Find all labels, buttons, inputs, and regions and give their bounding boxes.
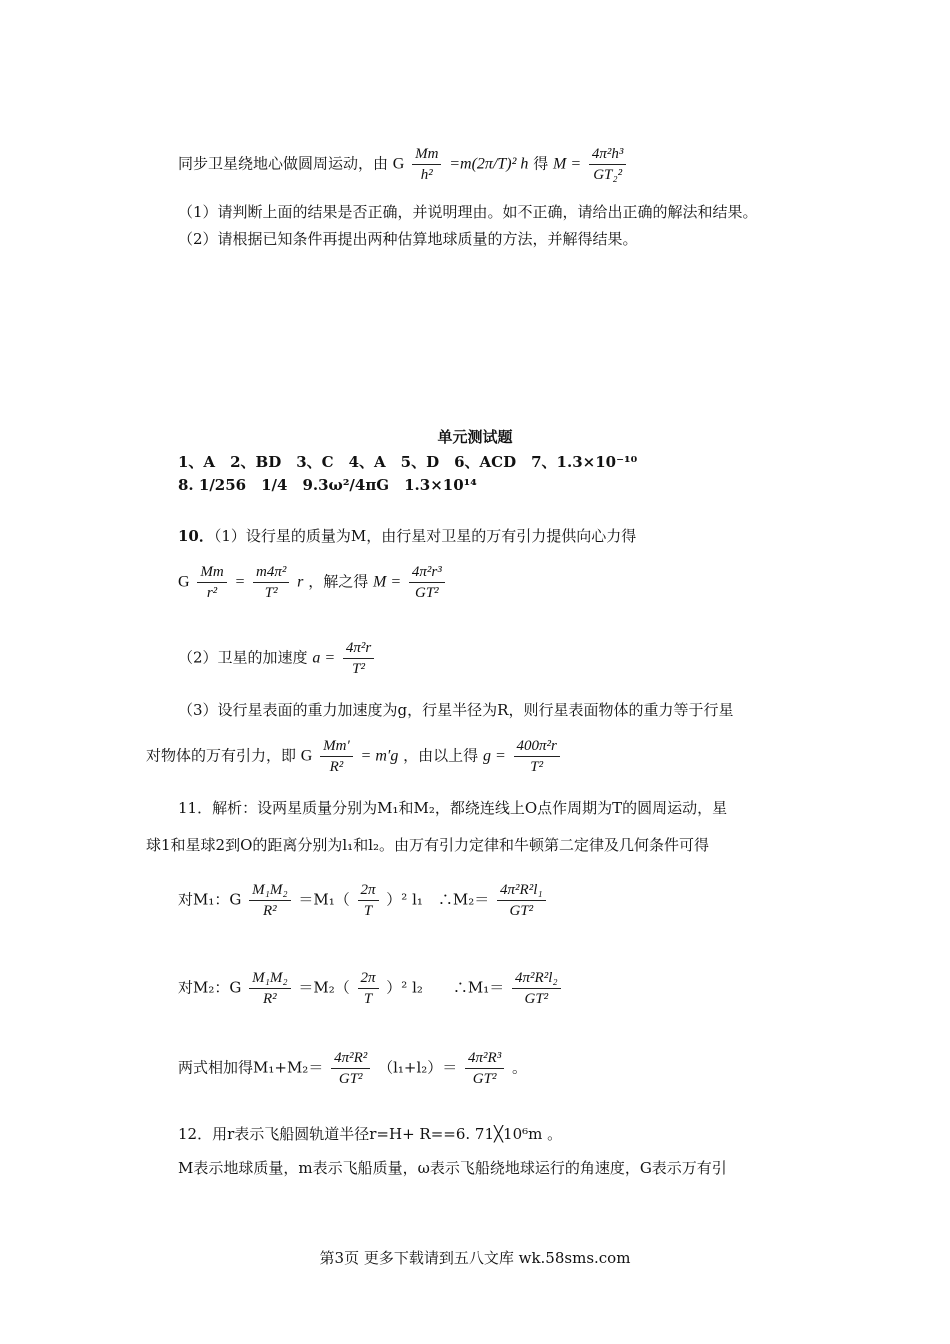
p10-lead: 10． xyxy=(178,527,214,545)
intro-line: 同步卫星绕地心做圆周运动，由 G $\frac{Mm}{\text{h²}}$ =m(2π/T)² h 得 M = $\frac{\text{4π²h³}}{\text{GT₂²}}$ xyxy=(178,144,629,185)
question-2: （2）请根据已知条件再提出两种估算地球质量的方法，并解得结果。 xyxy=(178,230,638,248)
p10-part2: （2）卫星的加速度 xyxy=(178,648,308,667)
page-footer: 第3页 更多下载请到五八文库 wk.58sms.com xyxy=(319,1249,631,1267)
intro-result-fraction: $\frac{\text{4π²h³}}{\text{GT₂²}}$ xyxy=(589,144,627,185)
p10-part3b-line: 对物体的万有引力，即 G $\frac{Mm'}{\text{R²}}$ = m′g ，由以上得 g = $\frac{\text{400π²r}}{\text{T²}}$ xyxy=(146,736,563,777)
p11-dui1: 对M₁：G xyxy=(178,890,242,909)
intro-rhs: =m(2π/T)² h xyxy=(449,155,529,173)
p10-equation-line: G $\frac{Mm}{\text{r²}}$ = $\frac{\text{m4π²}}{\text{T²}}$ r ，解之得 M = $\frac{\text{4π²r³}}{\text{GT²}}$ xyxy=(178,562,448,603)
p11-dui2: 对M₂：G xyxy=(178,978,242,997)
p10-part1: （1）设行星的质量为M，由行星对卫星的万有引力提供向心力得 xyxy=(213,527,637,545)
p11-line2: 球1和星球2到O的距离分别为l₁和l₂。由万有引力定律和牛顿第二定律及几何条件可得 xyxy=(146,836,710,854)
answers-row-1: 1、A 2、BD 3、C 4、A 5、D 6、ACD 7、1.3×10⁻¹⁰ xyxy=(178,453,638,471)
p10-part3c: ，由以上得 xyxy=(403,746,479,765)
p11-sum-mid: （l₁+l₂）＝ xyxy=(378,1058,458,1077)
p12-line2: M表示地球质量，m表示飞船质量，ω表示飞船绕地球运行的角速度，G表示万有引 xyxy=(178,1159,727,1177)
p11-line1: 11．解析：设两星质量分别为M₁和M₂，都绕连线上O点作周期为T的圆周运动，星 xyxy=(178,799,728,817)
intro-text: 同步卫星绕地心做圆周运动，由 xyxy=(178,154,389,173)
p11-dui1-line: 对M₁：G $\frac{\text{M₁M₂}}{\text{R²}}$ ＝M₁（ $\frac{2\pi}{T}$ ）² l₁ ∴M₂＝ $\frac{\text{4π²R²l₁}}{\text{GT²}}$ xyxy=(178,880,549,921)
p11-sum-line: 两式相加得M₁+M₂＝ $\frac{\text{4π²R²}}{\text{GT²}}$ （l₁+l₂）＝ $\frac{\text{4π²R³}}{\text{GT²}}$ 。 xyxy=(178,1050,528,1087)
question-1: （1）请判断上面的结果是否正确，并说明理由。如不正确，请给出正确的解法和结果。 xyxy=(178,203,758,221)
p10-part2-line: （2）卫星的加速度 a = $\frac{\text{4π²r}}{\text{T²}}$ xyxy=(178,638,377,679)
p11-sum-end: 。 xyxy=(512,1058,528,1077)
p10-part1-line xyxy=(178,526,636,546)
intro-de: 得 xyxy=(533,154,549,173)
p10-solve: ，解之得 xyxy=(308,572,369,591)
p11-sum: 两式相加得M₁+M₂＝ xyxy=(178,1058,324,1077)
p12-line1: 12．用r表示飞船圆轨道半径r=H+ R==6. 71╳10⁶m 。 xyxy=(178,1125,563,1143)
answers-row-2: 8. 1/256 1/4 9.3ω²/4πG 1.3×10¹⁴ xyxy=(178,476,477,494)
p10-part3a: （3）设行星表面的重力加速度为g，行星半径为R，则行星表面物体的重力等于行星 xyxy=(178,701,734,719)
section-title: 单元测试题 xyxy=(437,428,513,446)
intro-lhs-fraction: $\frac{Mm}{\text{h²}}$ xyxy=(412,144,441,185)
p10-part3b: 对物体的万有引力，即 xyxy=(146,746,297,765)
p11-dui2-line: 对M₂：G $\frac{\text{M₁M₂}}{\text{R²}}$ ＝M₂（ $\frac{2\pi}{T}$ ）² l₂ ∴M₁＝ $\frac{\text{4π²R²l₂}}{\text{GT²}}$ xyxy=(178,968,564,1009)
